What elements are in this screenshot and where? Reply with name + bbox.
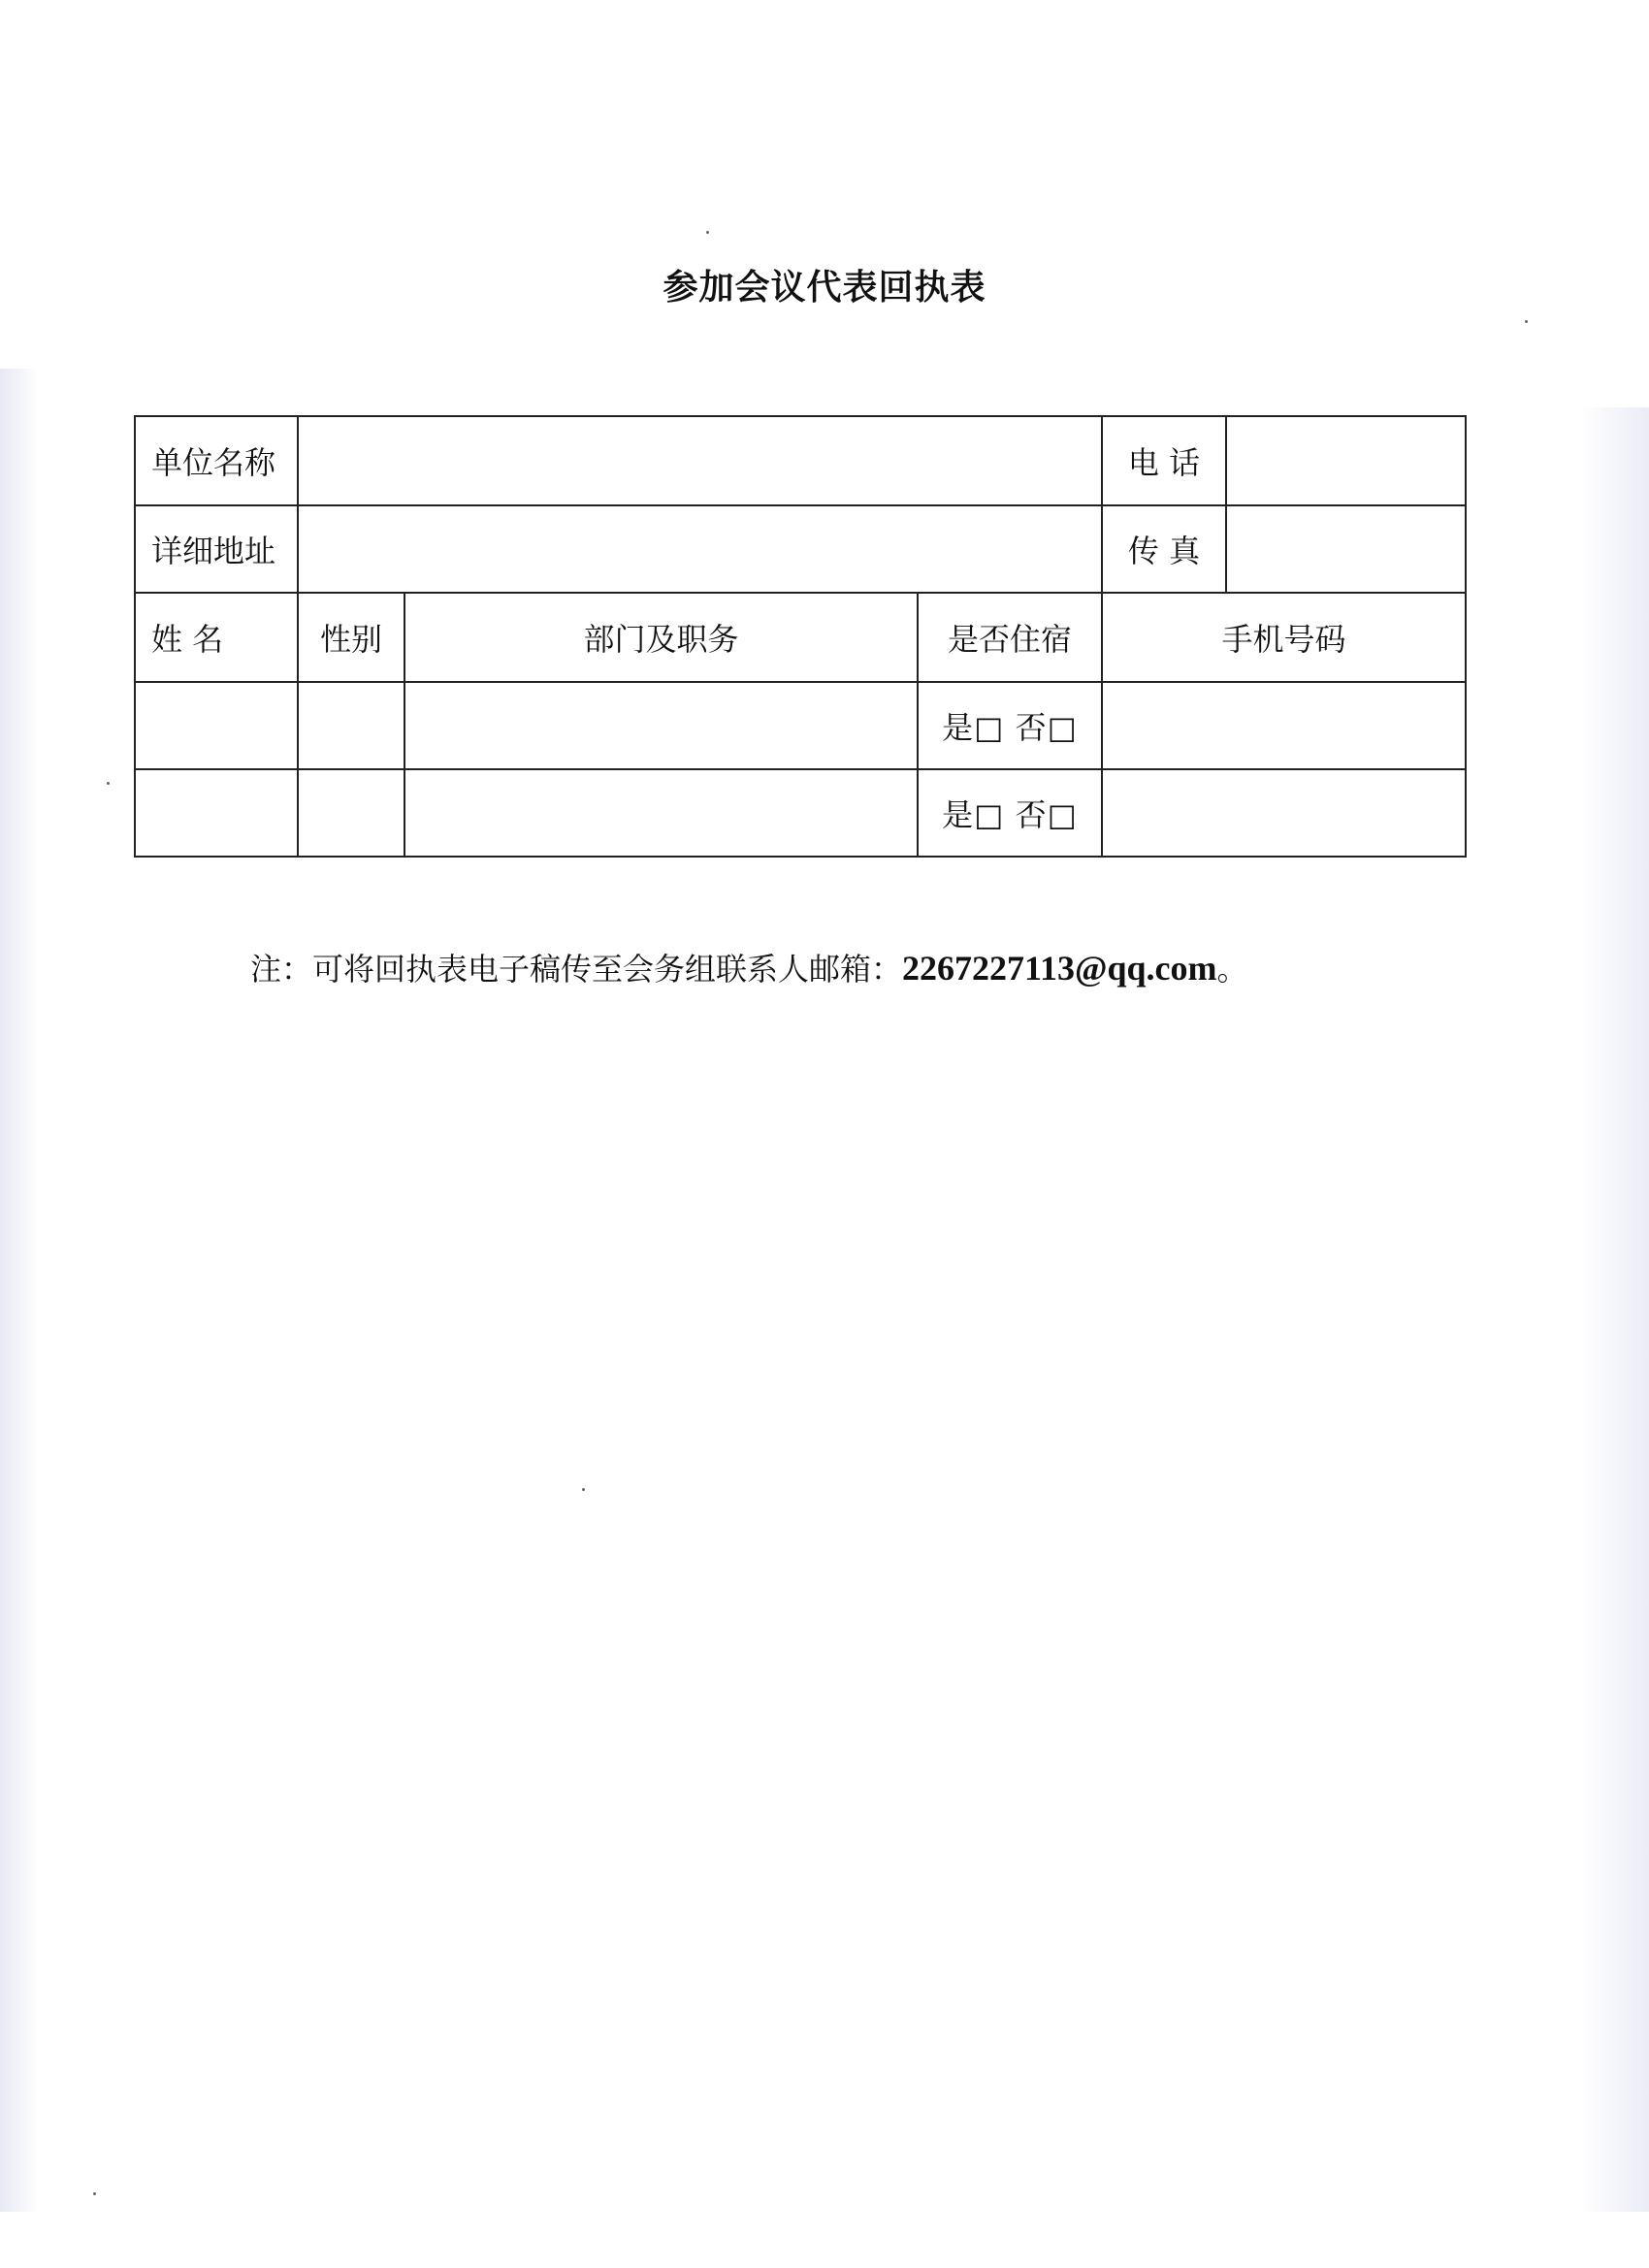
footnote-suffix: 。 [1216,951,1248,988]
attendee-dept-field[interactable] [404,682,918,769]
table-header-row [135,593,1466,682]
lodging-choice[interactable]: 是□ 否□ [918,682,1102,769]
attendee-dept-field[interactable] [404,769,918,857]
scan-speck [1525,320,1528,323]
table-row-address [135,505,1466,593]
footnote [250,945,1248,989]
phone-field[interactable] [1226,416,1466,505]
attendee-gender-field[interactable] [298,682,404,769]
table-row [135,769,1466,857]
scan-shadow-right [1581,407,1649,2212]
fax-field[interactable] [1226,505,1466,593]
lodging-choice[interactable]: 是□ 否□ [918,769,1102,857]
column-header-name: 姓 名 [135,593,298,682]
attendee-name-field[interactable] [135,769,298,857]
attendee-mobile-field[interactable] [1102,769,1466,857]
scan-speck [706,231,709,234]
attendee-gender-field[interactable] [298,769,404,857]
table-row [135,682,1466,769]
column-header-mobile: 手机号码 [1102,593,1466,682]
contact-email: 2267227113@qq.com [902,949,1217,988]
unit-name-label: 单位名称 [135,416,298,505]
attendee-mobile-field[interactable] [1102,682,1466,769]
address-field[interactable] [298,505,1102,593]
column-header-lodging: 是否住宿 [918,593,1102,682]
column-header-dept-position: 部门及职务 [404,593,918,682]
fax-label: 传 真 [1102,505,1226,593]
scan-speck [93,2192,96,2195]
column-header-gender: 性别 [298,593,404,682]
table-row-unit [135,416,1466,505]
footnote-text: 注：可将回执表电子稿传至会务组联系人邮箱： [250,951,903,988]
phone-label: 电 话 [1102,416,1226,505]
scan-shadow-left [0,369,39,2212]
scan-speck [107,782,110,785]
address-label: 详细地址 [135,505,298,593]
scan-speck [582,1488,585,1491]
unit-name-field[interactable] [298,416,1102,505]
receipt-form-table [134,415,1467,858]
attendee-name-field[interactable] [135,682,298,769]
document-title: 参加会议代表回执表 [663,267,986,308]
